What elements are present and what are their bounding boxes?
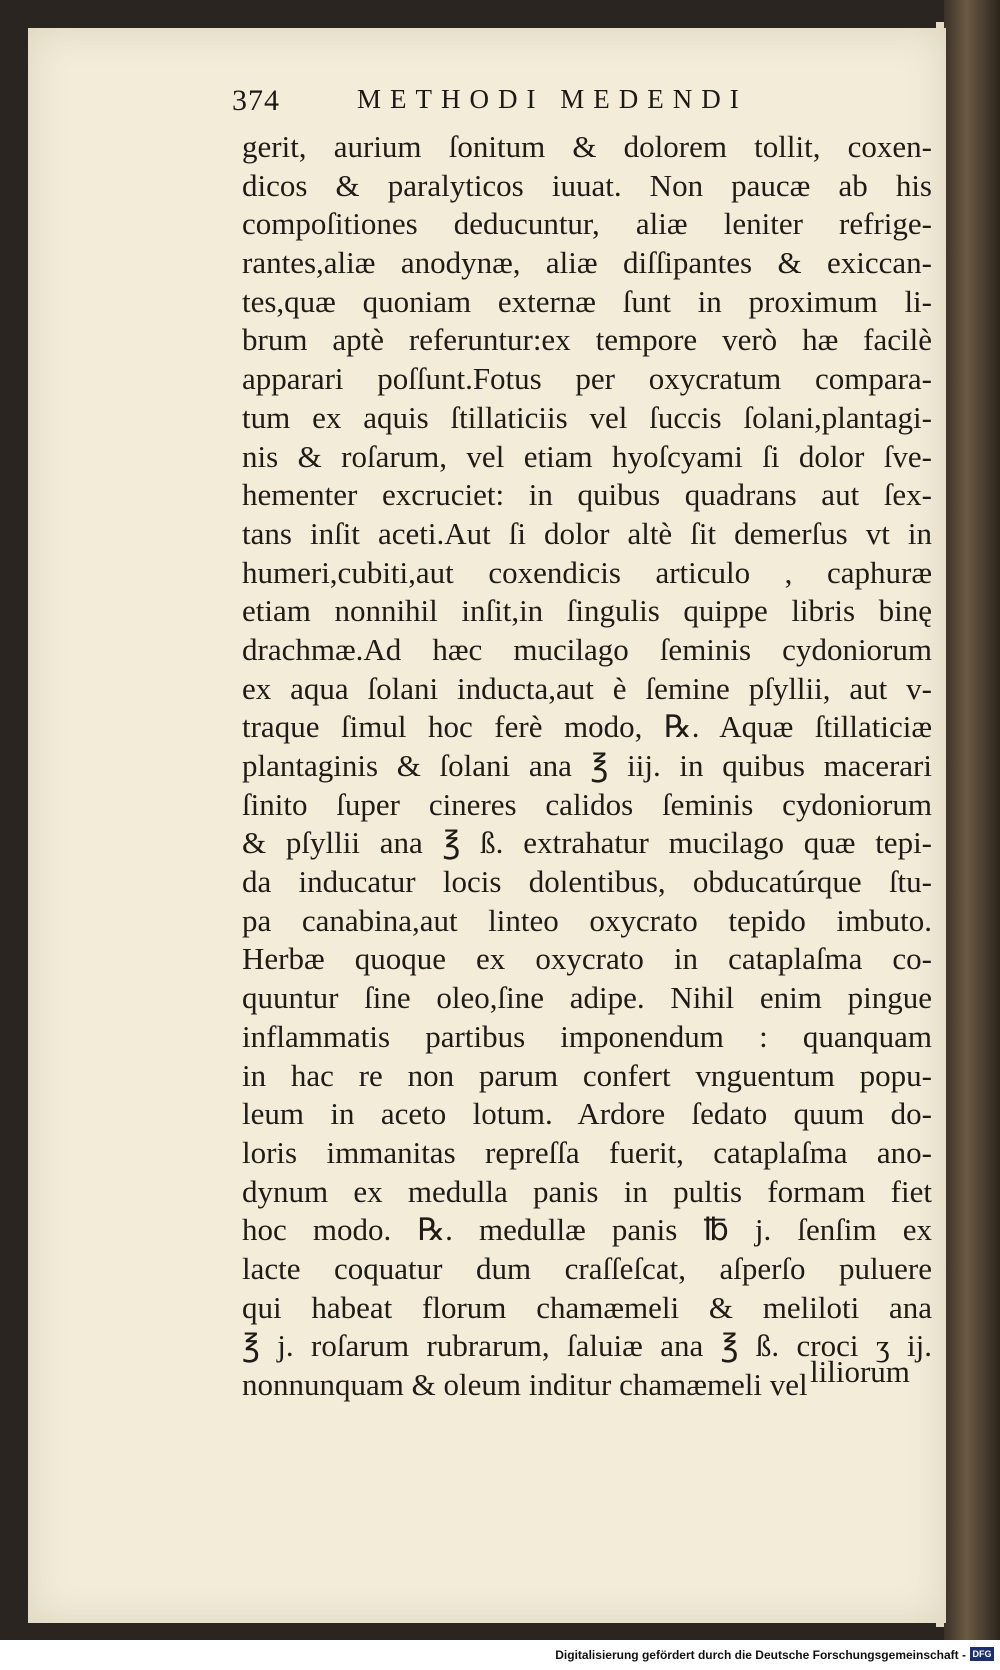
text-line: quuntur ſine oleo,ſine adipe. Nihil enim pingue	[242, 980, 932, 1016]
text-line: dynum ex medulla panis in pultis formam fiet	[242, 1173, 932, 1209]
text-line: loris immanitas repreſſa fuerit, cataplaſma ano-	[242, 1134, 932, 1170]
text-line: leum in aceto lotum. Ardore ſedato quum do-	[242, 1096, 932, 1132]
text-line: apparari poſſunt.Fotus per oxycratum compara-	[242, 361, 932, 397]
running-head	[232, 80, 932, 130]
text-line: rantes,aliæ anodynæ, aliæ diſſipantes & exiccan-	[242, 245, 932, 281]
text-line: drachmæ.Ad hæc mucilago ſeminis cydoniorum	[242, 631, 932, 667]
text-line: lacte coquatur dum craſſeſcat, aſperſo puluere	[242, 1250, 932, 1286]
body-text	[242, 128, 932, 1405]
text-line: nonnunquam & oleum inditur chamæmeli vel	[242, 1367, 808, 1402]
book-edge-shadow	[944, 0, 1000, 1640]
text-line: ℥ j. roſarum rubrarum, ſaluiæ ana ℥ ß. croci ʒ ij.	[242, 1328, 932, 1364]
text-line: hoc modo. ℞. medullæ panis ℔ j. ſenſim ex	[242, 1212, 932, 1248]
text-line: pa canabina,aut linteo oxycrato tepido imbuto.	[242, 902, 932, 938]
text-line: etiam nonnihil inſit,in ſingulis quippe libris binę	[242, 593, 932, 629]
text-line: nis & roſarum, vel etiam hyoſcyami ſi dolor ſve-	[242, 438, 932, 474]
text-line: inflammatis partibus imponendum : quanquam	[242, 1018, 932, 1054]
text-line: hementer excruciet: in quibus quadrans aut ſex-	[242, 477, 932, 513]
text-line: ex aqua ſolani inducta,aut è ſemine pſyllii, aut v-	[242, 670, 932, 706]
text-line: da inducatur locis dolentibus, obducatúrque ſtu-	[242, 864, 932, 900]
text-line: compoſitiones deducuntur, aliæ leniter refrige-	[242, 206, 932, 242]
dfg-logo-icon: DFG	[970, 1647, 994, 1661]
text-line: traque ſimul hoc ferè modo, ℞. Aquæ ſtillaticiæ	[242, 709, 932, 745]
text-line: gerit, aurium ſonitum & dolorem tollit, coxen-	[242, 129, 932, 164]
text-line: humeri,cubiti,aut coxendicis articulo , caphuræ	[242, 554, 932, 590]
text-line: & pſyllii ana ℥ ß. extrahatur mucilago quæ tepi-	[242, 825, 932, 861]
text-line: plantaginis & ſolani ana ℥ iij. in quibus macerari	[242, 748, 932, 783]
text-line: Herbæ quoque ex oxycrato in cataplaſma co-	[242, 941, 932, 977]
text-line: in hac re non parum confert vnguentum popu-	[242, 1057, 932, 1093]
catchword: liliorum	[810, 1354, 910, 1389]
running-title: METHODI MEDENDI	[357, 84, 748, 114]
text-line: tes,quæ quoniam externæ ſunt in proximum li-	[242, 283, 932, 319]
page-number: 374	[232, 84, 280, 117]
funding-credit: Digitalisierung gefördert durch die Deutsche Forschungsgemeinschaft -	[555, 1648, 966, 1662]
text-line: ſinito ſuper cineres calidos ſeminis cydoniorum	[242, 786, 932, 822]
text-line: qui habeat florum chamæmeli & meliloti ana	[242, 1289, 932, 1325]
text-line: brum aptè referuntur:ex tempore verò hæ facilè	[242, 322, 932, 358]
text-line: tum ex aquis ſtillaticiis vel ſuccis ſolani,plantagi-	[242, 399, 932, 435]
text-line: tans inſit aceti.Aut ſi dolor altè ſit demerſus vt in	[242, 515, 932, 551]
text-line: dicos & paralyticos iuuat. Non paucæ ab his	[242, 167, 932, 203]
